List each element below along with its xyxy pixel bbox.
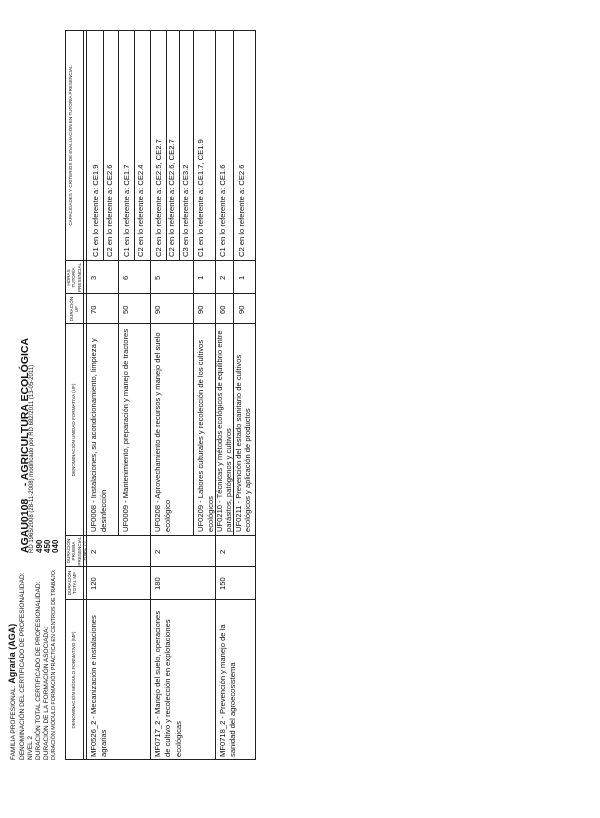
- module-duracion: 180: [153, 577, 162, 590]
- familia-line: [8, 624, 18, 760]
- unit-tutoria: 6: [121, 275, 130, 280]
- unit-duracion: 50: [121, 305, 130, 314]
- module-prueba: 2: [153, 549, 162, 554]
- duracion-formacion-label: DURACIÓN DE LA FORMACIÓN ASOCIADA:: [43, 626, 50, 760]
- certificado-code: AGAU0108: [19, 498, 31, 553]
- module-duracion: 120: [89, 577, 98, 590]
- familia-value: Agraria (AGA): [7, 623, 17, 684]
- criteria-item: C2 en lo referente a: CE2.4: [136, 164, 145, 257]
- modules-table: [65, 30, 255, 760]
- unit-tutoria: 2: [218, 275, 227, 280]
- unit-duracion: 90: [237, 305, 246, 314]
- unit-name: UF0009 - Mantenimiento, preparación y manejo de tractores: [121, 328, 130, 532]
- module-name: MF0718_2 - Prevención y manejo de la sanidad del agroecosistema: [218, 624, 238, 757]
- rd-text: RD 1965/2008 (28-11-2008) modificado por RD 682/2011 (13-05-2011): [29, 364, 35, 553]
- criteria-item: C1 en lo referente a: CE1.7: [122, 164, 131, 257]
- unit-name: UF0208 - Aprovechamiento de recursos y manejo del suelo ecológico: [153, 332, 173, 532]
- duracion-practicas-value: 040: [51, 539, 60, 553]
- header-capacidades: CAPACIDADES Y CRITERIOS DE EVALUACIÓN EN TUTORÍA PRESENCIAL: [68, 65, 73, 226]
- criteria-item: C1 en lo referente a: CE1.6: [218, 164, 227, 257]
- header-tutoria: HORAS TUTORÍA PRESENCIAL: [66, 262, 82, 293]
- module-name: MF0526_2 - Mecanización e instalaciones agrarias: [89, 615, 109, 757]
- module-duracion: 150: [218, 577, 227, 590]
- unit-tutoria: 1: [196, 275, 205, 280]
- criteria-item: C2 en lo referente a: CE2.6: [105, 164, 114, 257]
- unit-duracion: 60: [218, 305, 227, 314]
- duracion-total-value: 490: [35, 539, 44, 553]
- familia-label: FAMILIA PROFESIONAL:: [10, 685, 17, 760]
- unit-duracion: 70: [89, 305, 98, 314]
- unit-tutoria: 3: [89, 275, 98, 280]
- module-prueba: 2: [218, 549, 227, 554]
- criteria-item: C1 en lo referente a: CE1.7, CE1.9: [196, 139, 205, 257]
- header-duracion-uf: DURACIÓN UF: [69, 296, 80, 322]
- header-duracion-mf: DURACIÓN TOTAL MF: [67, 570, 78, 596]
- criteria-item: C3 en lo referente a: CE3.2: [181, 164, 190, 257]
- certificado-name: - AGRICULTURA ECOLÓGICA: [19, 337, 31, 487]
- header-prueba: DURACIÓN PRUEBA PRESENCIAL FINAL (*): [66, 536, 87, 566]
- unit-name: UF0211 - Prevención del estado sanitario de cultivos ecológicos y aplicación de productos: [234, 354, 252, 532]
- criteria-item: C1 en lo referente a: CE1.9: [91, 164, 100, 257]
- duracion-practicas-label: DURACIÓN MÓDULO FORMACIÓN PRÁCTICA EN CENTROS DE TRABAJO:: [51, 569, 57, 760]
- header-modulo: DENOMINACIÓN MÓDULO FORMATIVO (MF): [71, 631, 76, 729]
- unit-name: UF0008 - Instalaciones, su acondicionamiento, limpieza y desinfección: [89, 338, 109, 532]
- unit-name: UF0209 - Labores culturales y recolección de los cultivos ecológicos: [196, 339, 216, 532]
- criteria-item: C2 en lo referente a: CE2.5, CE2.7: [154, 139, 163, 257]
- unit-tutoria: 1: [237, 275, 246, 280]
- duracion-total-label: DURACIÓN TOTAL CERTIFICADO DE PROFESIONALIDAD:: [35, 581, 42, 760]
- unit-tutoria: 5: [153, 275, 162, 280]
- header-unidad: DENOMINACIÓN UNIDAD FORMATIVA (UF): [71, 383, 76, 477]
- unit-duracion: 90: [196, 305, 205, 314]
- denominacion-label: DENOMINACIÓN DEL CERTIFICADO DE PROFESIONALIDAD:: [19, 572, 26, 760]
- module-name: MF0717_2 - Manejo del suelo, operaciones de cultivo y recolección en explotaciones ecológicas: [153, 610, 183, 757]
- unit-duracion: 90: [153, 305, 162, 314]
- unit-name: UF0210 - Técnicas y métodos ecológicos de equilibrio entre parásitos, patógenos y cultivos: [215, 330, 233, 532]
- criteria-item: C2 en lo referente a: CE2.6: [237, 164, 246, 257]
- criteria-item: C2 en lo referente a: CE2.6, CE2.7: [167, 139, 176, 257]
- duracion-formacion-value: 450: [43, 539, 52, 553]
- nivel-label: NIVEL 2: [27, 736, 34, 760]
- module-prueba: 2: [89, 549, 98, 554]
